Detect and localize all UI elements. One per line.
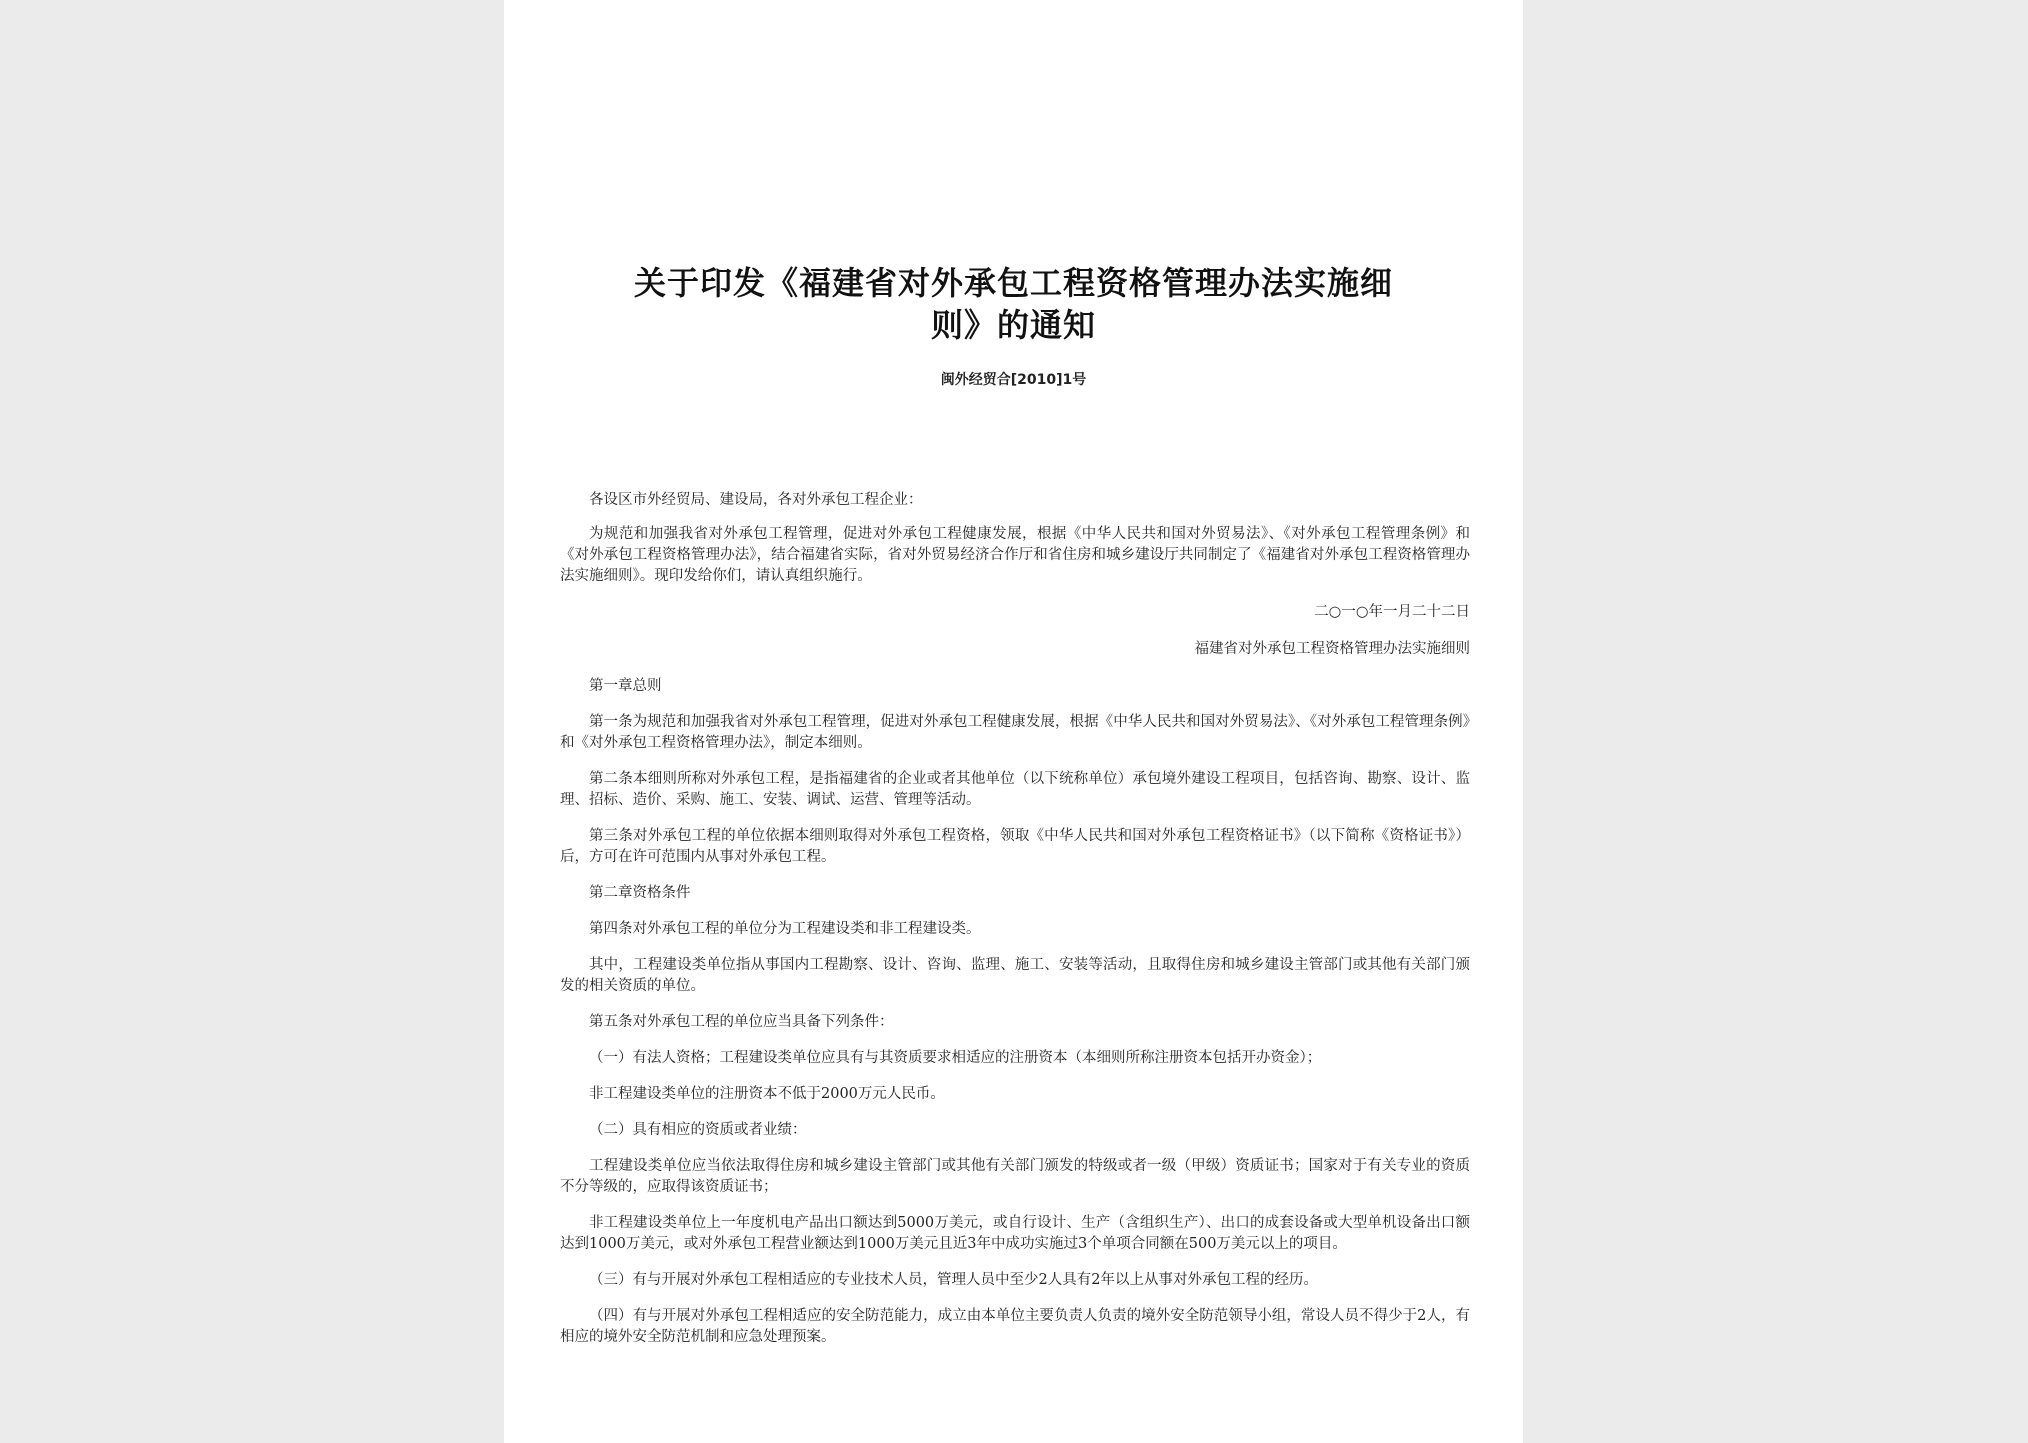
title-line-2: 则》的通知 <box>930 306 1096 344</box>
condition-2-a: 工程建设类单位应当依法取得住房和城乡建设主管部门或其他有关部门颁发的特级或者一级（甲级）资质证书；国家对于有关专业的资质不分等级的，应取得该资质证书； <box>560 1158 1470 1195</box>
article-1: 第一条为规范和加强我省对外承包工程管理，促进对外承包工程健康发展，根据《中华人民共和国对外贸易法》、《对外承包工程管理条例》和《对外承包工程资格管理办法》，制定本细则。 <box>560 714 1470 751</box>
condition-2-b: 非工程建设类单位上一年度机电产品出口额达到5000万美元，或自行设计、生产（含组织生产）、出口的成套设备或大型单机设备出口额达到1000万美元，或对外承包工程营业额达到1000万美元且近3年中成功实施过3个单项合同额在500万美元以上的项目。 <box>560 1215 1470 1252</box>
condition-1-b: 非工程建设类单位的注册资本不低于2000万元人民币。 <box>589 1086 945 1102</box>
condition-2: （二）具有相应的资质或者业绩： <box>589 1122 807 1138</box>
document-body <box>560 490 1470 1363</box>
article-5: 第五条对外承包工程的单位应当具备下列条件： <box>589 1014 894 1030</box>
chapter-1-heading: 第一章总则 <box>589 678 662 694</box>
intro-paragraph: 为规范和加强我省对外承包工程管理，促进对外承包工程健康发展，根据《中华人民共和国对外贸易法》、《对外承包工程管理条例》和《对外承包工程资格管理办法》，结合福建省实际，省对外贸易经济合作厅和省住房和城乡建设厅共同制定了《福建省对外承包工程资格管理办法实施细则》。现印发给你们，请认真组织施行。 <box>560 526 1470 584</box>
title-line-1: 关于印发《福建省对外承包工程资格管理办法实施细 <box>633 264 1393 302</box>
condition-4: （四）有与开展对外承包工程相适应的安全防范能力，成立由本单位主要负责人负责的境外安全防范领导小组，常设人员不得少于2人，有相应的境外安全防范机制和应急处理预案。 <box>560 1308 1470 1345</box>
condition-1: （一）有法人资格；工程建设类单位应具有与其资质要求相适应的注册资本（本细则所称注册资本包括开办资金）； <box>589 1050 1322 1066</box>
condition-3: （三）有与开展对外承包工程相适应的专业技术人员，管理人员中至少2人具有2年以上从事对外承包工程的经历。 <box>589 1272 1318 1288</box>
article-3: 第三条对外承包工程的单位依据本细则取得对外承包工程资格，领取《中华人民共和国对外承包工程资格证书》（以下简称《资格证书》）后，方可在许可范围内从事对外承包工程。 <box>560 828 1470 865</box>
chapter-2-heading: 第二章资格条件 <box>589 885 691 901</box>
article-4: 第四条对外承包工程的单位分为工程建设类和非工程建设类。 <box>589 921 981 937</box>
article-2: 第二条本细则所称对外承包工程，是指福建省的企业或者其他单位（以下统称单位）承包境外建设工程项目，包括咨询、勘察、设计、监理、招标、造价、采购、施工、安装、调试、运营、管理等活动。 <box>560 771 1470 808</box>
article-4-detail: 其中，工程建设类单位指从事国内工程勘察、设计、咨询、监理、施工、安装等活动，且取得住房和城乡建设主管部门或其他有关部门颁发的相关资质的单位。 <box>560 957 1470 994</box>
document-number: 闽外经贸合[2010]1号 <box>940 372 1087 388</box>
rules-title: 福建省对外承包工程资格管理办法实施细则 <box>1194 641 1470 657</box>
document-page <box>504 0 1523 1443</box>
issue-date: 二○一○年一月二十二日 <box>1314 604 1470 620</box>
salutation: 各设区市外经贸局、建设局，各对外承包工程企业： <box>589 492 923 508</box>
document-title <box>544 262 1483 346</box>
